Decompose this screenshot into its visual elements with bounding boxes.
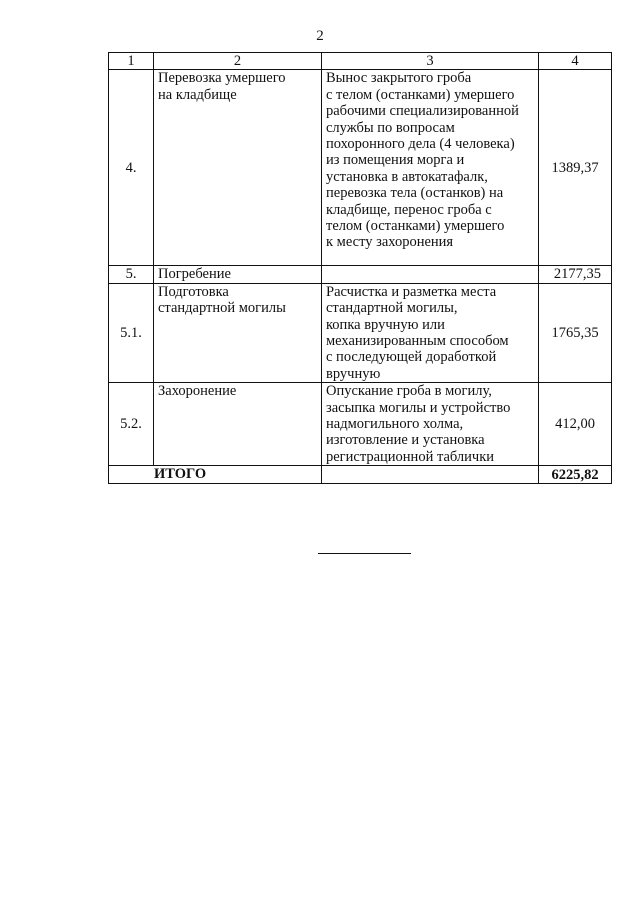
table-header-row [109,53,612,70]
row-number: 5.2. [109,383,154,466]
table-row [109,266,612,283]
row-number: 5. [109,266,154,283]
total-row [109,466,612,484]
service-description: Расчистка и разметка места стандартной могилы, копка вручную или механизированным способом с последующей доработкой вручную [322,283,539,382]
service-description: Вынос закрытого гроба с телом (останками) умершего рабочими специализированной службы по вопросам похоронного дела (4 человека) из помещения морга и установка в автокатафалк, перевозка тела (останков) на кладбище, перенос гроба с телом (останками) умершего к месту захоронения [322,70,539,266]
service-name: Подготовка стандартной могилы [154,283,322,382]
service-name: Захоронение [154,383,322,466]
service-cost: 2177,35 [539,266,612,283]
total-amount: 6225,82 [539,466,612,484]
service-cost: 1765,35 [539,283,612,382]
total-label: ИТОГО [109,466,322,484]
service-cost: 412,00 [539,383,612,466]
header-cell-1: 1 [109,53,154,70]
row-number: 4. [109,70,154,266]
service-description: Опускание гроба в могилу, засыпка могилы и устройство надмогильного холма, изготовление и установка регистрационной таблички [322,383,539,466]
page-number: 2 [316,28,324,44]
header-cell-3: 3 [322,53,539,70]
total-empty-cell [322,466,539,484]
row-number: 5.1. [109,283,154,382]
service-description [322,266,539,283]
cost-table [108,52,612,484]
header-cell-2: 2 [154,53,322,70]
table-row [109,283,612,382]
end-rule [318,553,411,554]
service-name: Погребение [154,266,322,283]
table-row [109,383,612,466]
header-cell-4: 4 [539,53,612,70]
service-name: Перевозка умершего на кладбище [154,70,322,266]
service-cost: 1389,37 [539,70,612,266]
table-row [109,70,612,266]
